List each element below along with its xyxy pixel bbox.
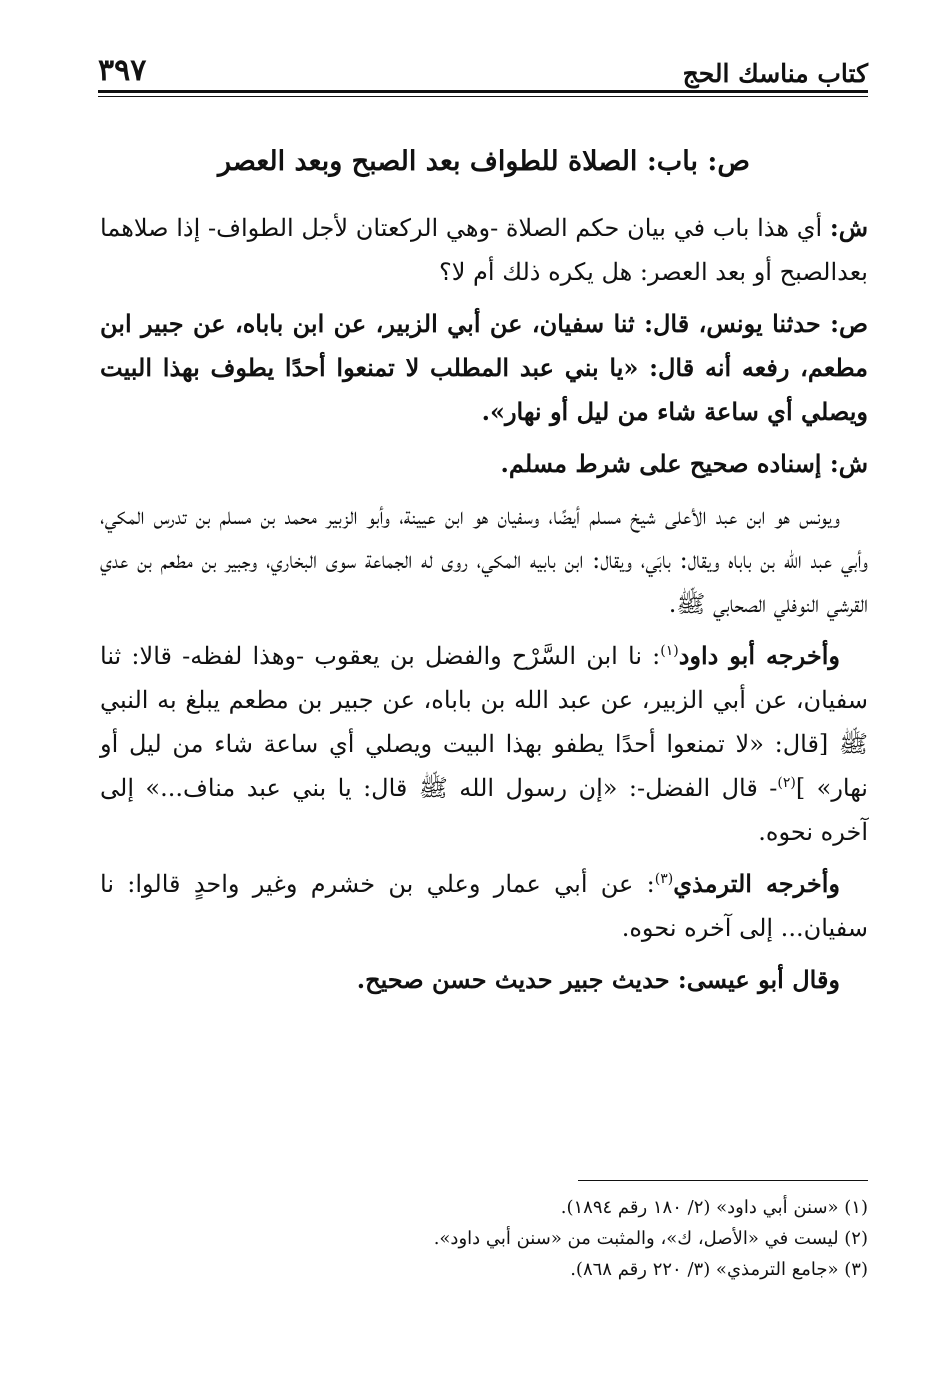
- paragraph-hadith-text: [100, 302, 868, 434]
- footnote-separator: [578, 1180, 868, 1181]
- paragraph-narrators: [100, 494, 868, 626]
- paragraph-text: ويونس هو ابن عبد الأعلى شيخ مسلم أيضًا، وسفيان هو ابن عيينة، وأبو الزبير محمد بن مسلم بن تدرس المكي، وأبي عبد الله بن باباه ويقال: بابَي، ويقال: ابن بابيه المكي، روى له الجماعة سوى البخاري، وجبير بن مطعم بن عدي القرشي النوفلي الصحابي ﷺ.: [100, 502, 868, 618]
- paragraph-text: : نا ابن السَّرْح والفضل بن يعقوب -وهذا لفظه- قالا: ثنا سفيان، عن أبي الزبير، عن عبد الله بن باباه، عن جبير بن مطعم يبلغ به النبي ﷺ [قال: «لا تمنعوا أحدًا يطفو بهذا البيت ويصلي أي ساعة شاء من ليل أو نهار» ]: [100, 642, 868, 802]
- text-label: ص:: [830, 309, 868, 338]
- footnote-1: (١) «سنن أبي داود» (٢/ ١٨٠ رقم ١٨٩٤).: [560, 1197, 868, 1218]
- footnote-ref[interactable]: (١): [660, 643, 679, 659]
- commentary-label: ش:: [829, 449, 868, 478]
- paragraph-text: إسناده صحيح على شرط مسلم.: [500, 449, 830, 478]
- paragraph-text: أي هذا باب في بيان حكم الصلاة -وهي الركعتان لأجل الطواف- إذا صلاهما بعدالصبح أو بعد العصر: هل يكره ذلك أم لا؟: [100, 214, 868, 286]
- footnote-2: (٢) ليست في «الأصل، ك»، والمثبت من «سنن أبي داود».: [433, 1228, 868, 1249]
- main-text: [100, 140, 868, 1010]
- paragraph-abu-dawud: [100, 634, 868, 854]
- paragraph-text: حدثنا يونس، قال: ثنا سفيان، عن أبي الزبير، عن ابن باباه، عن جبير ابن مطعم، رفعه أنه قال: «يا بني عبد المطلب لا تمنعوا أحدًا يطوف بهذا البيت ويصلي أي ساعة شاء من ليل أو نهار».: [100, 309, 868, 426]
- paragraph-text: - قال الفضل-: «إن رسول الله ﷺ قال: يا بني عبد مناف...» إلى آخره نحوه.: [100, 774, 868, 846]
- page-number: ٣٩٧: [98, 53, 147, 88]
- paragraph-tirmidhi: [100, 862, 868, 950]
- paragraph-commentary-2: [100, 442, 868, 486]
- running-header: [98, 44, 868, 88]
- chapter-heading: ص: باب: الصلاة للطواف بعد الصبح وبعد العصر: [218, 146, 750, 177]
- header-rule-thin: [98, 96, 868, 97]
- paragraph-commentary-1: [100, 206, 868, 294]
- paragraph-text: وقال أبو عيسى: حديث جبير حديث حسن صحيح.: [356, 965, 840, 994]
- footnote-3: (٣) «جامع الترمذي» (٣/ ٢٢٠ رقم ٨٦٨).: [570, 1259, 868, 1280]
- footnotes: [100, 1192, 868, 1285]
- footnote-ref[interactable]: (٣): [654, 871, 674, 887]
- footnote-ref[interactable]: (٢): [777, 775, 796, 791]
- commentary-label: ش:: [829, 213, 868, 242]
- source-label: وأخرجه أبو داود: [678, 641, 840, 670]
- header-title: كتاب مناسك الحج: [682, 59, 868, 88]
- source-label: وأخرجه الترمذي: [673, 869, 840, 898]
- paragraph-text: : عن أبي عمار وعلي بن خشرم وغير واحدٍ قالوا: نا سفيان... إلى آخره نحوه.: [100, 870, 868, 942]
- paragraph-grading: [100, 958, 868, 1002]
- header-rule-thick: [98, 90, 868, 93]
